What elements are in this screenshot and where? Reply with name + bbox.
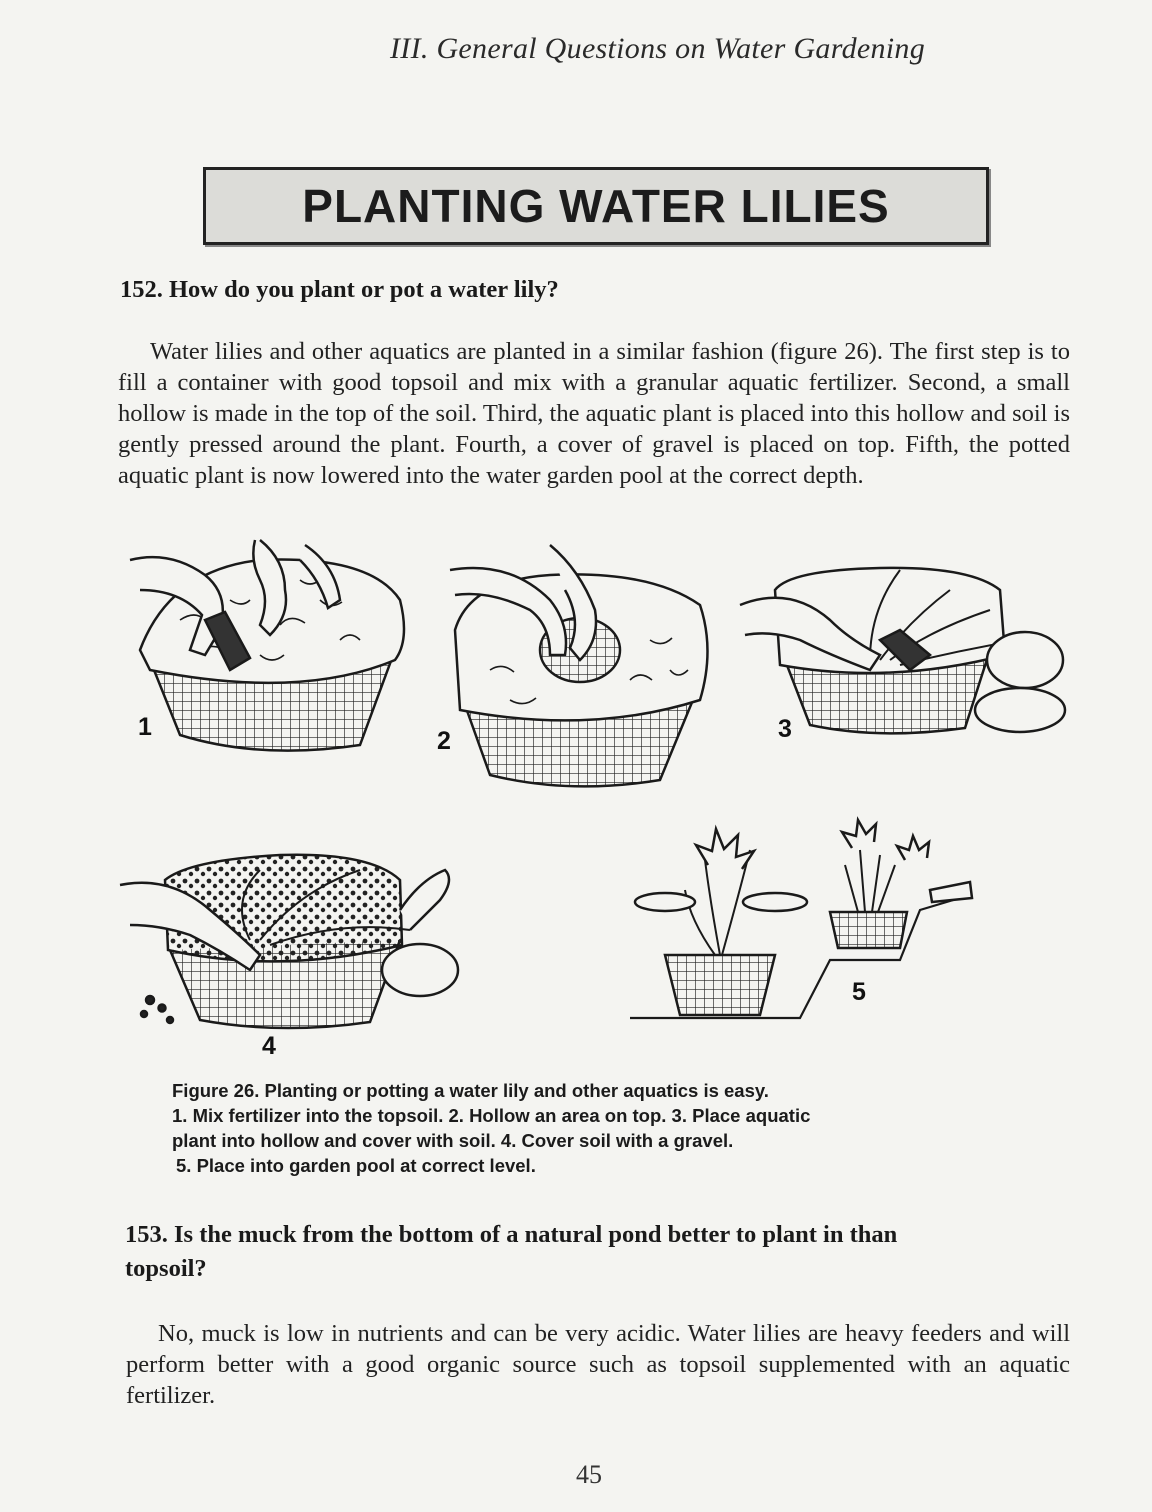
page-number: 45 [576,1460,602,1489]
section-title-box [203,167,989,245]
panel-1-mix-fertilizer [130,540,404,751]
panel-2-hollow-area [450,545,708,786]
panel-4-cover-gravel [120,855,458,1028]
step-4-label: 4 [262,1032,276,1060]
caption-line-4: 5. Place into garden pool at correct level. [176,1155,536,1176]
figure-26 [110,530,1080,1070]
caption-line-1: Figure 26. Planting or potting a water lily and other aquatics is easy. [172,1080,769,1101]
caption-line-2: 1. Mix fertilizer into the topsoil. 2. Hollow an area on top. 3. Place aquatic [172,1105,811,1126]
step-2-label: 2 [437,727,451,755]
panel-5-pool-level [630,820,972,1018]
step-5-label: 5 [852,978,866,1006]
question-153-line-1: 153. Is the muck from the bottom of a natural pond better to plant in than [125,1221,898,1248]
answer-153: No, muck is low in nutrients and can be very acidic. Water lilies are heavy feeders and will perform better with a good organic source such as topsoil supplemented with an aquatic fertilizer. [126,1320,1070,1409]
step-1-label: 1 [138,713,152,741]
question-152: 152. How do you plant or pot a water lily? [120,276,559,303]
running-head: III. General Questions on Water Gardening [390,32,926,65]
panel-3-place-plant [740,568,1065,733]
question-153 [125,1218,1075,1286]
step-3-label: 3 [778,715,792,743]
figure-26-illustration [110,530,1080,1070]
section-title: PLANTING WATER LILIES [302,180,890,232]
answer-152: Water lilies and other aquatics are planted in a similar fashion (figure 26). The first step is to fill a container with good topsoil and mix with a granular aquatic fertilizer. Second, a small hollow is made in the top of the soil. Third, the aquatic plant is placed into this hollow and soil is gently pressed around the plant. Fourth, a cover of gravel is placed on top. Fifth, the potted aquatic plant is now lowered into the water garden pool at the correct depth. [118,338,1070,489]
question-153-line-2: topsoil? [125,1255,207,1282]
figure-caption [172,1078,1052,1178]
caption-line-3: plant into hollow and cover with soil. 4. Cover soil with a gravel. [172,1130,734,1151]
